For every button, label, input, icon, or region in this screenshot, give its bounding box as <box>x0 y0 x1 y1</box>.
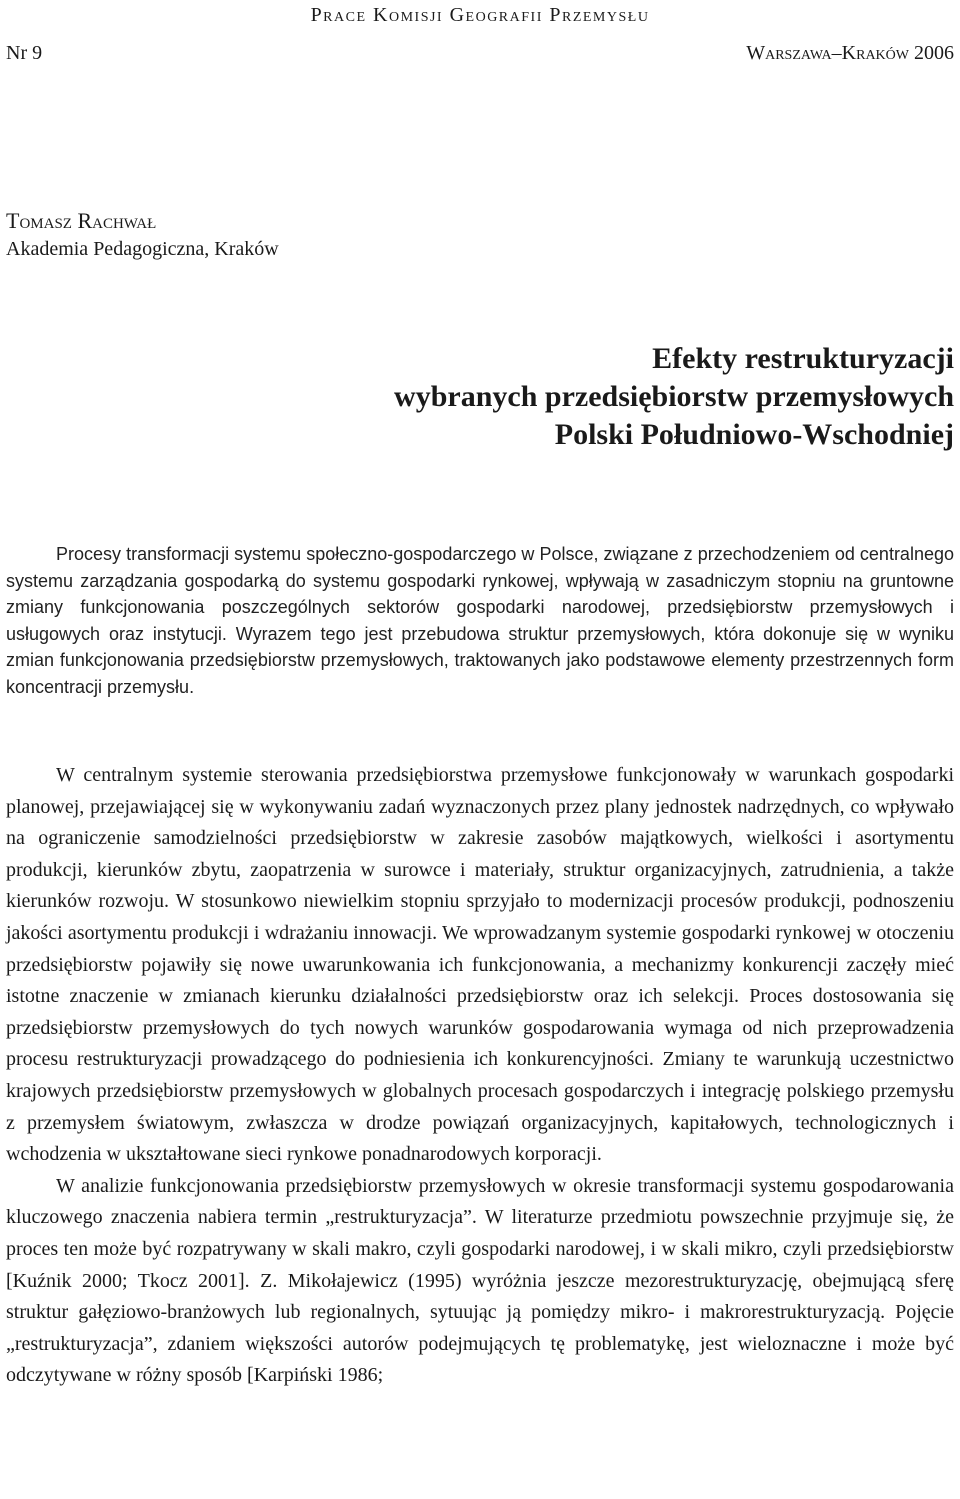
article-title <box>394 340 954 454</box>
abstract: Procesy transformacji systemu społeczno-gospodarczego w Polsce, związane z przechodzeniem od centralnego systemu zarządzania gospodarką do systemu gospodarki rynkowej, wpływają w zasadniczym stopniu na gruntowne zmiany funkcjonowania poszczególnych sektorów gospodarki narodowej, przedsiębiorstw przemysłowych i usługowych oraz instytucji. Wyrazem tego jest przebudowa struktur przemysłowych, która dokonuje się w wyniku zmian funkcjonowania przedsiębiorstw przemysłowych, traktowanych jako podstawowe elementy przestrzennych form koncentracji przemysłu. <box>6 544 954 697</box>
article-title-line: wybranych przedsiębiorstw przemysłowych <box>394 380 954 413</box>
article-title-line: Efekty restrukturyzacji <box>652 342 954 375</box>
journal-title: Prace Komisji Geografii Przemysłu <box>310 4 650 26</box>
article-title-line: Polski Południowo-Wschodniej <box>554 418 954 451</box>
issue-number: Nr 9 <box>6 42 43 64</box>
author-affiliation: Akademia Pedagogiczna, Kraków <box>6 238 279 260</box>
issue-place-year: Warszawa–Kraków 2006 <box>746 42 954 64</box>
author-name: Tomasz Rachwał <box>6 208 157 233</box>
body-paragraph: W centralnym systemie sterowania przedsiębiorstwa przemysłowe funkcjonowały w warunkach gospodarki planowej, przejawiającej się w wykonywaniu zadań wyznaczonych przez plany jednostek nadrzędnych, co wpływało na ograniczenie samodzielności przedsiębiorstw w zakresie zasobów majątkowych, wielkości i asortymentu produkcji, kierunków zbytu, zaopatrzenia w surowce i materiały, struktur organizacyjnych, zatrudnienia, a także kierunków rozwoju. W stosunkowo niewielkim stopniu sprzyjało to modernizacji procesów produkcji, podnoszeniu jakości asortymentu produkcji i wdrażaniu innowacji. We wprowadzanym systemie gospodarki rynkowej w otoczeniu przedsiębiorstw pojawiły się nowe uwarunkowania ich funkcjonowania, a mechanizmy konkurencji zaczęły mieć istotne znaczenie w zmianach kierunku działalności przedsiębiorstw oraz ich selekcji. Proces dostosowania się przedsiębiorstw przemysłowych do tych nowych warunków gospodarowania wymaga od nich przeprowadzenia procesu restrukturyzacji prowadzącego do podniesienia ich konkurencyjności. Zmiany te warunkują uczestnictwo krajowych przedsiębiorstw przemysłowych w globalnych procesach gospodarczych i integrację polskiego przemysłu z przemysłem światowym, zwłaszcza w drodze powiązań organizacyjnych, kapitałowych, technologicznych i wchodzenia w ukształtowane sieci rynkowe ponadnarodowych korporacji. <box>6 764 954 1166</box>
body-paragraph: W analizie funkcjonowania przedsiębiorstw przemysłowych w okresie transformacji systemu gospodarowania kluczowego znaczenia nabiera termin „restrukturyzacja”. W literaturze przedmiotu powszechnie przyjmuje się, że proces ten może być rozpatrywany w skali makro, czyli gospodarki narodowej, i w skali mikro, czyli przedsiębiorstw [Kuźnik 2000; Tkocz 2001]. Z. Mikołajewicz (1995) wyróżnia jeszcze mezorestrukturyzację, obejmującą sferę struktur gałęziowo-branżowych lub regionalnych, sytuując ją pomiędzy mikro- i makrorestrukturyzacją. Pojęcie „restrukturyzacja”, zdaniem większości autorów podejmujących tę problematykę, jest wieloznaczne i może być odczytywane w różny sposób [Karpiński 1986; <box>6 1174 954 1387</box>
body-text <box>6 760 954 1392</box>
